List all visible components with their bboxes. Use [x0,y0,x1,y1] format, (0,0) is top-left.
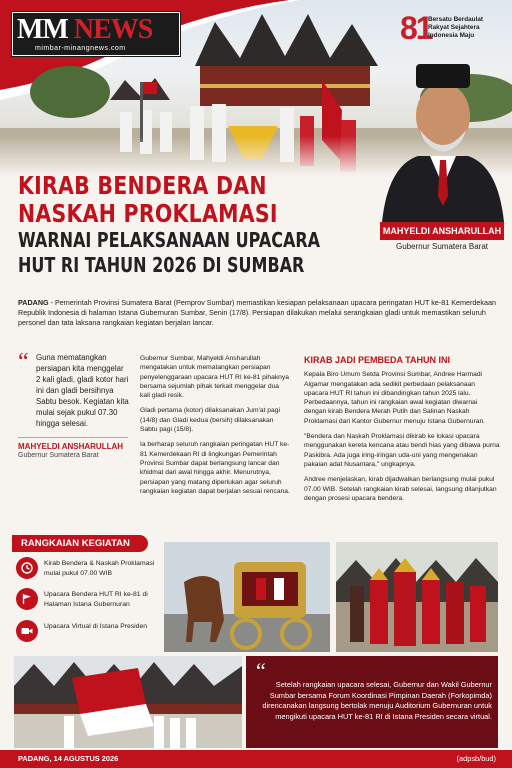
photo-horse-carriage [164,542,330,652]
paragraph: Andree menjelaskan, kirab dijadwalkan berlangsung mulai pukul 07.00 WIB. Setelah rangkaian kirab selesai, langsung dilanjutkan dengan prosesi upacara bendera. [304,476,497,502]
headline-line-2: NASKAH PROKLAMASI [18,199,278,228]
closing-note [246,656,498,748]
schedule-item-text: Upacara Bendera HUT RI ke-81 di Halaman Istana Gubernuran [44,591,148,608]
portrait-name: MAHYELDI ANSHARULLAH [380,222,504,240]
quote-author: MAHYELDI ANSHARULLAH [18,442,124,451]
photo-flag-ceremony [14,656,242,748]
quote-mark-icon: “ [18,349,29,375]
peci-cap [416,64,470,88]
headline-line-4: HUT RI TAHUN 2026 DI SUMBAR [18,253,305,277]
clock-icon [16,557,38,579]
logo-url: mimbar-minangnews.com [35,45,126,52]
article-column-2 [140,354,290,502]
flag-icon [16,588,38,610]
brand-logo [12,12,180,56]
paragraph: "Bendera dan Naskah Proklamasi dikirab ke lokasi upacara menggunakan kereta kencana atau bendi hias yang dibawa purna Paskibra. Ada juga iring-iringan uda-uni yang mengenakan pakaian adat Nusantara," ungkapnya. [304,433,500,468]
hut-tagline-line: Rakyat Sejahtera [428,24,480,31]
hut-number: 81 [400,10,432,46]
photo-horse-carriage-art [164,542,330,652]
schedule-item-text: Upacara Virtual di Istana Presiden [44,623,148,630]
headline [18,172,358,278]
governor-portrait [374,56,512,222]
logo-accent: NEWS [73,14,153,45]
footer-credit: (adpsb/bud) [456,754,496,763]
headline-line-1: KIRAB BENDERA DAN [18,171,267,200]
schedule-heading: RANGKAIAN KEGIATAN [12,535,148,552]
lead-text: - Pemerintah Provinsi Sumatera Barat (Pemprov Sumbar) memastikan kesiapan pelaksanaan upacara peringatan HUT ke-81 Kemerdekaan Republik Indonesia di halaman Istana Gubernuran Sumbar, Senin (17/8). Persiapan dilakukan melalui serangkaian gladi untuk memastikan seluruh personel dan tata laksana rangkaian kegiatan berjalan lancar. [18,298,496,327]
paragraph: Kepala Biro Umum Setda Provinsi Sumbar, Andree Harmadi Algamar mengatakan ada sedikit perbedaan pelaksanaan upacara HUT RI tahun ini dibandingkan tahun 2025 lalu. Perbedaannya, tahun ini rangkaian awal kegiatan diwarnai dengan kirab Bendera Merah Putih dan Salinan Naskah Proklamasi dari Kantor Gubernur menuju Istana Gubernuran. [304,371,486,425]
logo-main: MM [17,14,68,45]
footer-bar [0,750,512,768]
hut-tagline-line: Indonesia Maju [428,32,475,39]
photo-traditional-dress [336,542,498,652]
quote-mark-icon: “ [256,658,266,683]
schedule-item-text: Kirab Bendera & Naskah Proklamasi mulai pukul 07.00 WIB [44,560,155,577]
tree [30,66,110,118]
quote-divider [18,437,128,438]
paragraph: Ia berharap seluruh rangkaian peringatan HUT ke-81 Kemerdekaan RI di lingkungan Pemerintah Provinsi Sumbar dapat berlangsung lancar dan khidmat dari awal hingga akhir. Menurutnya, persiapan yang matang diperlukan agar seluruh rangkaian kegiatan dapat berjalan sesuai rencana. [140,441,290,495]
paragraph: Gubernur Sumbar, Mahyeldi Ansharullah mengatakan untuk mematangkan persiapan penyelenggaraan upacara HUT RI ke-81 pihaknya bersama sejumlah pihak terkait menggelar dua kali gladi resik. [140,355,289,400]
building-trim [200,84,370,88]
portrait-role: Gubernur Sumatera Barat [395,242,489,251]
building-roof [195,14,378,66]
paragraph: Gladi pertama (kotor) dilaksanakan Jum'at pagi (14/8) dan Gladi kedua (bersih) dilaksanakan Sabtu pagi (15/8). [140,407,280,434]
flagpole [140,82,143,142]
closing-text: Setelah rangkaian upacara selesai, Gubernur dan Wakil Gubernur Sumbar bersama Forum Koordinasi Pimpinan Daerah (Forkopimda) direncanakan langsung bertolak menuju Auditorium Gubernuran untuk mengikuti upacara HUT ke-81 RI di Istana Presiden secara virtual. [262,680,492,721]
photo-flag-ceremony-art [14,656,242,748]
footer-date: PADANG, 14 AGUSTUS 2026 [18,754,119,763]
dateline: PADANG [18,298,49,307]
pull-quote [18,349,130,459]
hut-81-badge [400,12,510,48]
video-camera-icon [16,620,38,642]
section-heading: KIRAB JADI PEMBEDA TAHUN INI [304,355,451,365]
hut-tagline-line: Bersatu Berdaulat [428,16,484,23]
quote-author-role: Gubernur Sumatera Barat [18,452,99,459]
quote-text: Guna mematangkan persiapan kita menggelar 2 kali gladi, gladi kotor hari ini dan gladi bersihnya Sabtu besok. Kegiatan kita mulai sejak pukul 07.30 hingga selesai. [36,353,129,428]
headline-line-3: WARNAI PELAKSANAAN UPACARA [18,228,321,252]
lead-paragraph [18,298,496,328]
flag [143,82,157,94]
article-column-3 [304,356,500,509]
photo-traditional-dress-art [336,542,498,652]
hut-tagline [428,16,483,40]
